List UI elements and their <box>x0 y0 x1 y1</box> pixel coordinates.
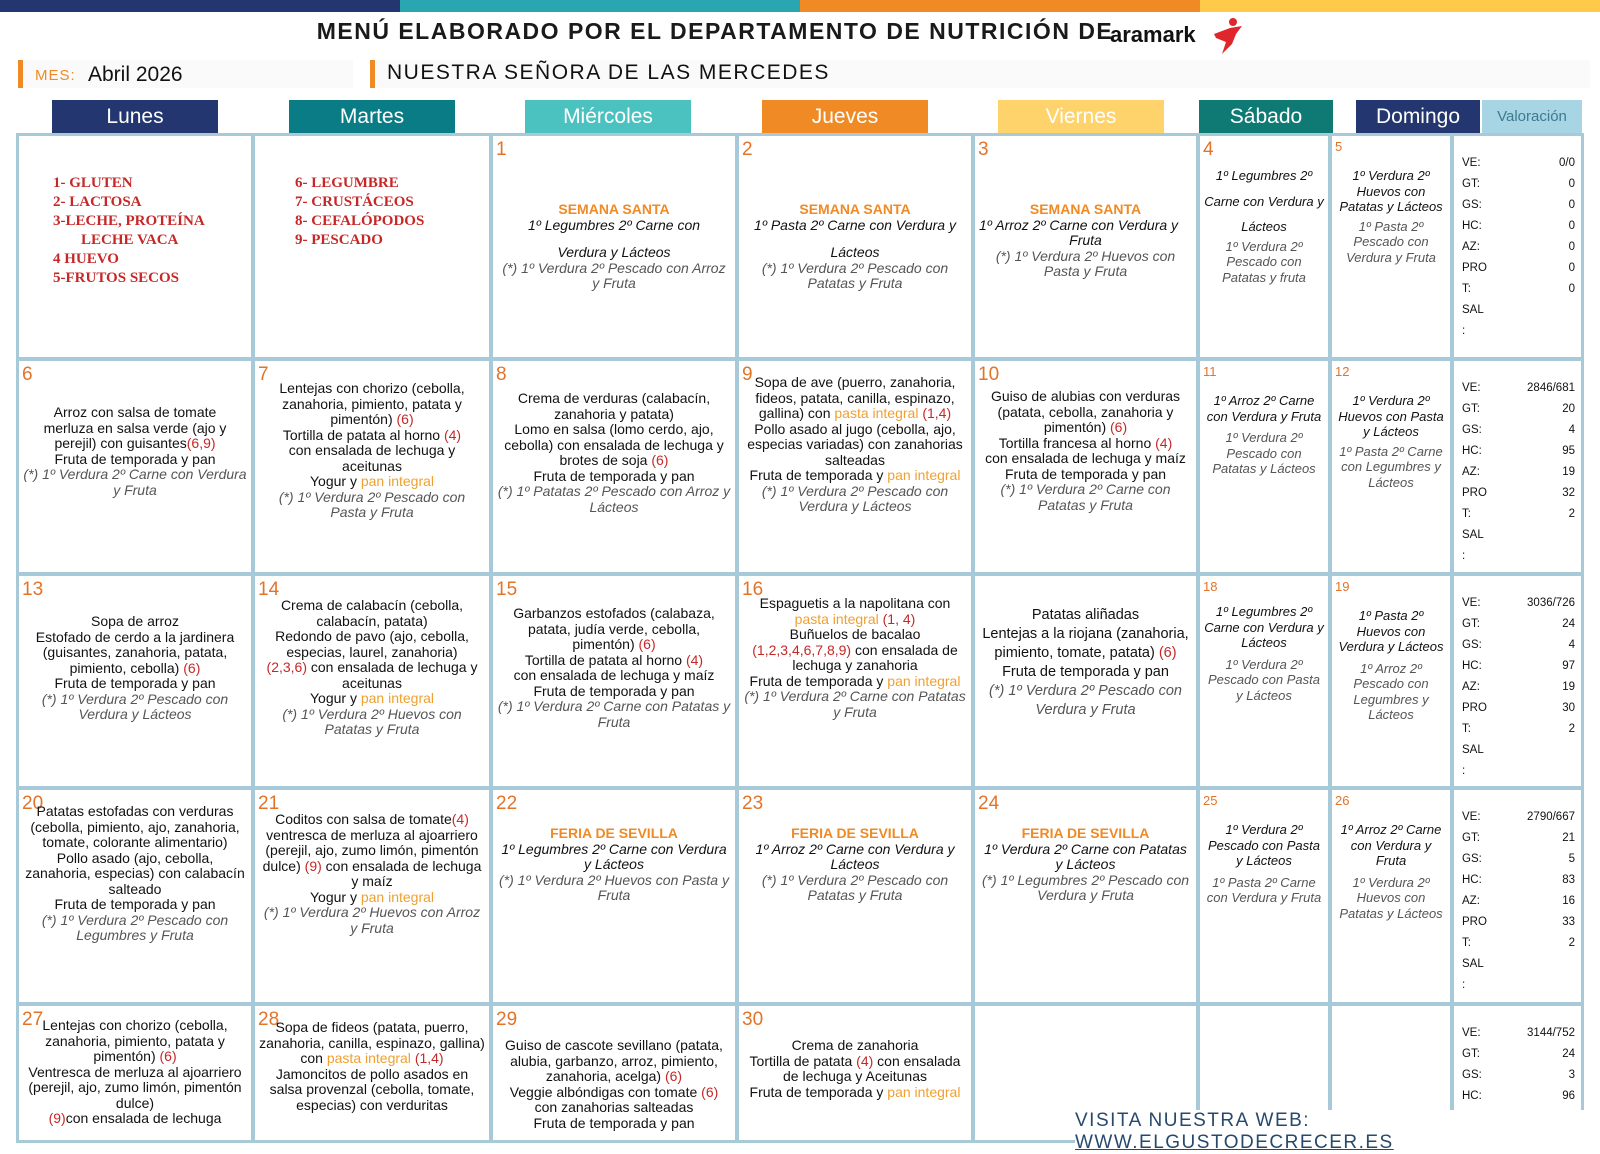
nutrition-week-3: VE: 3036/726 GT: 24 GS: 4 HC: 97 AZ: 19 PRO 30 T: 2 SAL : <box>1451 573 1584 789</box>
menu-alternative: 1º Verdura 2º Huevos con Patatas y Lácteos <box>1339 874 1443 921</box>
day-number: 11 <box>1203 364 1217 379</box>
day-number: 21 <box>258 793 280 814</box>
menu-alternative: (*) 1º Verdura 2º Carne con Verdura y Fruta <box>23 466 247 498</box>
day-number: 26 <box>1335 793 1350 808</box>
day-number: 12 <box>1335 364 1350 379</box>
menu-main: 1º Verdura 2º Huevos con Pasta y Lácteos <box>1338 393 1444 439</box>
day-cell-9: 9 Sopa de ave (puerro, zanahoria, fideos, patata, canilla, espinazo, gallina) con pasta integral (1,4) Pollo asado al jugo (cebolla, ajo, especias variadas) con zanahorias salteadas Fruta de temporada y pan integral (*) 1º Verdura 2º Pescado con Verdura y Lácteos <box>736 358 974 575</box>
day-number: 8 <box>496 364 507 385</box>
allergen-code: (2,3,6) <box>266 659 307 675</box>
menu-main: Verdura y Lácteos <box>557 244 671 260</box>
header-martes: Martes <box>289 100 455 133</box>
day-number: 22 <box>496 793 518 814</box>
day-cell-13: 13 Sopa de arroz Estofado de cerdo a la jardinera (guisantes, zanahoria, patata, pimiento, cebolla) (6) Fruta de temporada y pan (*) 1º Verdura 2º Pescado con Verdura y Lácteos <box>16 573 254 789</box>
menu-main: 1º Verdura 2º Pescado con Pasta y Lácteos <box>1207 822 1321 868</box>
day-number: 9 <box>742 364 753 385</box>
header-miercoles: Miércoles <box>525 100 691 133</box>
day-number: 4 <box>1203 139 1214 160</box>
allergen-code: (6) <box>1158 645 1177 661</box>
menu-alternative: (*) 1º Verdura 2º Pescado con Verdura y Lácteos <box>41 690 229 722</box>
day-cell-29: 29 Guiso de cascote sevillano (patata, alubia, garbanzo, arroz, pimiento, zanahoria, acelga) (6) Veggie albóndigas con tomate (6) con zanahorias salteadas Fruta de temporada y pan <box>490 1003 738 1143</box>
day-cell-23 <box>736 787 974 1005</box>
menu-line: Arroz con salsa de tomate <box>53 404 217 420</box>
menu-alternative: 1º Verdura 2º Pescado con Pasta y Lácteos <box>1207 656 1321 703</box>
menu-alternative: (*) 1º Verdura 2º Huevos con Pasta y Fruta <box>995 247 1176 279</box>
day-cell-8: 8 Crema de verduras (calabacín, zanahoria y patata) Lomo en salsa (lomo cerdo, ajo, cebolla) con ensalada de lechuga y brotes de soja (6) Fruta de temporada y pan (*) 1º Patatas 2º Pescado con Arroz y Lácteos <box>490 358 738 575</box>
menu-alternative: (*) 1º Verdura 2º Pescado con Arroz y Fruta <box>502 259 726 291</box>
day-cell-16: 16 Espaguetis a la napolitana con pasta integral (1, 4) Buñuelos de bacalao (1,2,3,4,6,7,8,9) con ensalada de lechuga y zanahoria Fruta de temporada y pan integral (*) 1º Verdura 2º Carne con Patatas y Fruta <box>736 573 974 789</box>
allergen-code: (4) <box>443 426 462 443</box>
menu-main: Carne con Verdura y <box>1204 193 1324 209</box>
day-cell-12 <box>1329 358 1453 575</box>
menu-alternative: 1º Verdura 2º Pescado con Patatas y Lácteos <box>1212 430 1316 476</box>
allergen-item: 1- GLUTEN <box>53 175 133 191</box>
month-field <box>18 60 353 88</box>
allergen-item: 5-FRUTOS SECOS <box>53 270 180 286</box>
allergen-code: (4) <box>451 811 469 827</box>
day-cell-3 <box>972 133 1199 360</box>
menu-alternative: (*) 1º Verdura 2º Huevos con Pasta y Fruta <box>499 871 729 903</box>
menu-main: 1º Legumbres 2º Carne con <box>527 216 701 233</box>
header-domingo: Domingo <box>1356 100 1480 133</box>
menu-alternative: (*) 1º Verdura 2º Pescado con Pasta y Fruta <box>278 488 466 520</box>
event-label: SEMANA SANTA <box>799 201 911 217</box>
day-cell-19 <box>1329 573 1453 789</box>
day-cell-26 <box>1329 787 1453 1005</box>
allergen-code: (6) <box>159 1048 177 1064</box>
allergen-code: (4) <box>685 651 704 668</box>
aramark-wordmark: aramark <box>1110 22 1196 47</box>
menu-alternative: (*) 1º Verdura 2º Huevos con Patatas y Fruta <box>282 705 462 737</box>
month-value: Abril 2026 <box>88 63 183 86</box>
menu-main: 1º Pasta 2º Carne con Verdura y <box>754 216 956 233</box>
day-cell-28: 28 Sopa de fideos (patata, puerro, zanahoria, canilla, espinazo, gallina) con pasta integral (1,4) Jamoncitos de pollo asados en salsa provenzal (cebolla, tomate, especias) con verduritas <box>252 1003 492 1143</box>
event-label: FERIA DE SEVILLA <box>1021 825 1150 841</box>
day-cell-22 <box>490 787 738 1005</box>
allergen-code: (6) <box>396 411 414 427</box>
menu-alternative: (*) 1º Verdura 2º Pescado con Patatas y Fruta <box>761 259 949 291</box>
day-number: 3 <box>978 139 989 160</box>
day-number: 15 <box>496 579 518 600</box>
school-name: NUESTRA SEÑORA DE LAS MERCEDES <box>370 60 1590 88</box>
day-number: 24 <box>978 793 1000 814</box>
aramark-logo <box>1110 16 1250 56</box>
allergen-code: (6) <box>183 659 201 676</box>
day-cell-4 <box>1197 133 1331 360</box>
menu-alternative: 1º Pasta 2º Carne con Verdura y Fruta <box>1206 874 1322 905</box>
allergen-code: (6) <box>664 1068 683 1084</box>
menu-main: 1º Arroz 2º Carne con Verdura y <box>979 216 1179 233</box>
day-number: 16 <box>742 579 764 600</box>
website-link[interactable]: WWW.ELGUSTODECRECER.ES <box>1075 1132 1394 1153</box>
day-cell-10: 10 Guiso de alubias con verduras (patata, cebolla, zanahoria y pimentón) (6) Tortilla francesa al horno (4) con ensalada de lechuga y maíz Fruta de temporada y pan (*) 1º Verdura 2º Carne con Patatas y Fruta <box>972 358 1199 575</box>
allergen-code: (6) <box>638 636 656 652</box>
allergen-code: (6,9) <box>186 435 216 451</box>
top-color-bar <box>0 0 1600 12</box>
day-number: 28 <box>258 1009 280 1030</box>
allergen-code: (6) <box>651 452 669 468</box>
menu-main: 1º Verdura 2º Carne con Patatas y Lácteos <box>984 840 1187 872</box>
menu-alternative: (*) 1º Legumbres 2º Pescado con Verdura y Fruta <box>981 871 1190 903</box>
day-number: 29 <box>496 1009 518 1030</box>
day-number: 23 <box>742 793 764 814</box>
menu-main: Fruta <box>1069 232 1102 248</box>
menu-alternative: 1º Pasta 2º Pescado con Verdura y Fruta <box>1346 218 1436 265</box>
menu-alternative: (*) 1º Verdura 2º Huevos con Arroz y Fruta <box>263 904 481 936</box>
day-number: 10 <box>978 364 1000 385</box>
day-number: 14 <box>258 579 280 600</box>
menu-alternative: (*) 1º Verdura 2º Pescado con Legumbres y Fruta <box>41 911 229 943</box>
nutrition-week-2: VE: 2846/681 GT: 20 GS: 4 HC: 95 AZ: 19 PRO 32 T: 2 SAL : <box>1451 358 1584 575</box>
menu-main: 1º Pasta 2º Huevos con Verdura y Lácteos <box>1338 608 1444 654</box>
day-cell-7: 7 Lentejas con chorizo (cebolla, zanahoria, pimiento, patata y pimentón) (6) Tortilla de patata al horno (4) con ensalada de lechuga y aceitunas Yogur y pan integral (*) 1º Verdura 2º Pescado con Pasta y Fruta <box>252 358 492 575</box>
day-number: 5 <box>1335 139 1343 154</box>
allergen-item: 3-LECHE, PROTEÍNA <box>53 213 205 229</box>
day-cell-17: Patatas aliñadas Lentejas a la riojana (zanahoria, pimiento, tomate, patata) (6) Fruta de temporada y pan (*) 1º Verdura 2º Pescado con Verdura y Fruta <box>972 573 1199 789</box>
day-cell-24 <box>972 787 1199 1005</box>
day-cell-14: 14 Crema de calabacín (cebolla, calabacín, patata) Redondo de pavo (ajo, cebolla, especias, laurel, zanahoria) (2,3,6) con ensalada de lechuga y aceitunas Yogur y pan integral (*) 1º Verdura 2º Huevos con Patatas y Fruta <box>252 573 492 789</box>
day-cell-2 <box>736 133 974 360</box>
menu-main: 1º Legumbres 2º <box>1215 168 1313 183</box>
day-number: 20 <box>22 793 44 814</box>
menu-main: Lácteos <box>830 244 880 260</box>
menu-main: Lácteos <box>1241 219 1287 234</box>
day-number: 30 <box>742 1009 764 1030</box>
day-cell-30: 30 Crema de zanahoria Tortilla de patata (4) con ensalada de lechuga y Aceitunas Fruta de temporada y pan integral <box>736 1003 974 1143</box>
menu-alternative: 1º Arroz 2º Pescado con Legumbres y Lácteos <box>1353 660 1429 722</box>
allergen-item: 9- PESCADO <box>295 232 383 248</box>
allergen-code: (9) <box>48 1110 66 1126</box>
event-label: FERIA DE SEVILLA <box>550 825 678 841</box>
day-cell-1 <box>490 133 738 360</box>
menu-alternative: (*) 1º Verdura 2º Carne con Patatas y Fruta <box>497 698 731 730</box>
allergen-item: 4 HUEVO <box>53 251 119 267</box>
header-lunes: Lunes <box>52 100 218 133</box>
day-number: 6 <box>22 364 33 385</box>
header-valoracion: Valoración <box>1482 100 1582 133</box>
nutrition-week-4: VE: 2790/667 GT: 21 GS: 5 HC: 83 AZ: 16 PRO 33 T: 2 SAL : <box>1451 787 1584 1005</box>
day-cell-21: 21 Coditos con salsa de tomate(4) ventresca de merluza al ajoarriero (perejil, ajo, zumo limón, pimentón dulce) (9) con ensalada de lechuga y maíz Yogur y pan integral (*) 1º Verdura 2º Huevos con Arroz y Fruta <box>252 787 492 1005</box>
day-cell-11 <box>1197 358 1331 575</box>
nutrition-week-5: VE: 3144/752 GT: 24 GS: 3 HC: 96 <box>1451 1003 1584 1143</box>
allergen-code: (1, 4) <box>882 610 916 627</box>
day-cell-27: 27 Lentejas con chorizo (cebolla, zanahoria, pimiento, patata y pimentón) (6) Ventresca de merluza al ajoarriero (perejil, ajo, zumo limón, pimentón dulce) (9)con ensalada de lechuga <box>16 1003 254 1143</box>
menu-main: 1º Verdura 2º Huevos con Patatas y Lácteos <box>1339 168 1443 214</box>
menu-alternative: (*) 1º Verdura 2º Carne con Patatas y Fruta <box>1000 481 1171 513</box>
menu-main: 1º Legumbres 2º Carne con Verdura y Lácteos <box>501 840 727 872</box>
menu-main: 1º Legumbres 2º Carne con Verdura y Lácteos <box>1204 604 1324 650</box>
day-cell-25 <box>1197 787 1331 1005</box>
menu-alternative: (*) 1º Verdura 2º Pescado con Patatas y Fruta <box>761 871 949 903</box>
menu-calendar-grid <box>16 133 1584 1130</box>
allergen-item: LECHE VACA <box>81 232 179 248</box>
day-number: 25 <box>1203 793 1218 808</box>
menu-main: 1º Arroz 2º Carne con Verdura y Lácteos <box>755 840 955 872</box>
day-number: 7 <box>258 364 269 385</box>
header-viernes: Viernes <box>998 100 1164 133</box>
day-number: 2 <box>742 139 753 160</box>
day-number: 18 <box>1203 579 1218 594</box>
allergen-code: (1,4) <box>922 405 952 421</box>
allergen-code: (9) <box>304 857 322 874</box>
menu-line: Fruta de temporada y pan <box>54 450 216 467</box>
header-sabado: Sábado <box>1199 100 1333 133</box>
event-label: SEMANA SANTA <box>1029 201 1142 217</box>
menu-alternative: (*) 1º Verdura 2º Pescado con Verdura y Fruta <box>988 683 1183 718</box>
day-number: 13 <box>22 579 44 600</box>
menu-alternative: 1º Verdura 2º Pescado con Patatas y fruta <box>1222 238 1306 285</box>
day-cell-5 <box>1329 133 1453 360</box>
allergen-item: 7- CRUSTÁCEOS <box>295 194 414 210</box>
allergen-code: (4) <box>856 1052 874 1069</box>
allergen-legend-1 <box>16 133 254 360</box>
allergen-legend-2 <box>252 133 492 360</box>
allergen-item: 2- LACTOSA <box>53 194 142 210</box>
allergen-code: (1,2,3,4,6,7,8,9) <box>752 641 852 658</box>
menu-main: 1º Arroz 2º Carne con Verdura y Fruta <box>1340 822 1442 868</box>
allergen-code: (6) <box>1110 419 1128 435</box>
day-number: 19 <box>1335 579 1350 594</box>
header-jueves: Jueves <box>762 100 928 133</box>
event-label: FERIA DE SEVILLA <box>791 825 919 841</box>
day-cell-15: 15 Garbanzos estofados (calabaza, patata, judía verde, cebolla, pimentón) (6) Tortilla de patata al horno (4) con ensalada de lechuga y maíz Fruta de temporada y pan (*) 1º Verdura 2º Carne con Patatas y Fruta <box>490 573 738 789</box>
allergen-code: (4) <box>1155 434 1173 451</box>
day-cell-18 <box>1197 573 1331 789</box>
day-number: 1 <box>496 139 507 160</box>
page-title: MENÚ ELABORADO POR EL DEPARTAMENTO DE NUTRICIÓN DE <box>316 18 1114 44</box>
nutrition-week-1: VE: 0/0 GT: 0 GS: 0 HC: 0 AZ: 0 PRO 0 T: 0 SAL : <box>1451 133 1584 360</box>
allergen-item: 6- LEGUMBRE <box>295 175 399 191</box>
day-cell-6 <box>16 358 254 575</box>
menu-alternative: (*) 1º Verdura 2º Carne con Patatas y Fruta <box>744 688 966 720</box>
allergen-code: (6) <box>701 1083 719 1100</box>
event-label: SEMANA SANTA <box>558 201 670 217</box>
month-label: MES: <box>35 67 76 84</box>
allergen-item: 8- CEFALÓPODOS <box>295 213 425 229</box>
day-cell-20: 20 Patatas estofadas con verduras (cebolla, pimiento, ajo, zanahoria, tomate, colorante alimentario) Pollo asado (ajo, cebolla, zanahoria, especias) con calabacín salteado Fruta de temporada y pan (*) 1º Verdura 2º Pescado con Legumbres y Fruta <box>16 787 254 1005</box>
menu-line: merluza en salsa verde (ajo y perejil) con guisantes <box>43 419 227 451</box>
website-footer: VISITA NUESTRA WEB: WWW.ELGUSTODECRECER.ES <box>1075 1110 1600 1154</box>
menu-main: 1º Arroz 2º Carne con Verdura y Fruta <box>1206 393 1322 424</box>
menu-alternative: 1º Pasta 2º Carne con Legumbres y Lácteos <box>1339 443 1443 490</box>
menu-alternative: (*) 1º Patatas 2º Pescado con Arroz y Lácteos <box>497 483 731 515</box>
menu-alternative: (*) 1º Verdura 2º Pescado con Verdura y Lácteos <box>761 482 949 514</box>
allergen-code: (1,4) <box>414 1050 444 1066</box>
day-number: 27 <box>22 1009 44 1030</box>
